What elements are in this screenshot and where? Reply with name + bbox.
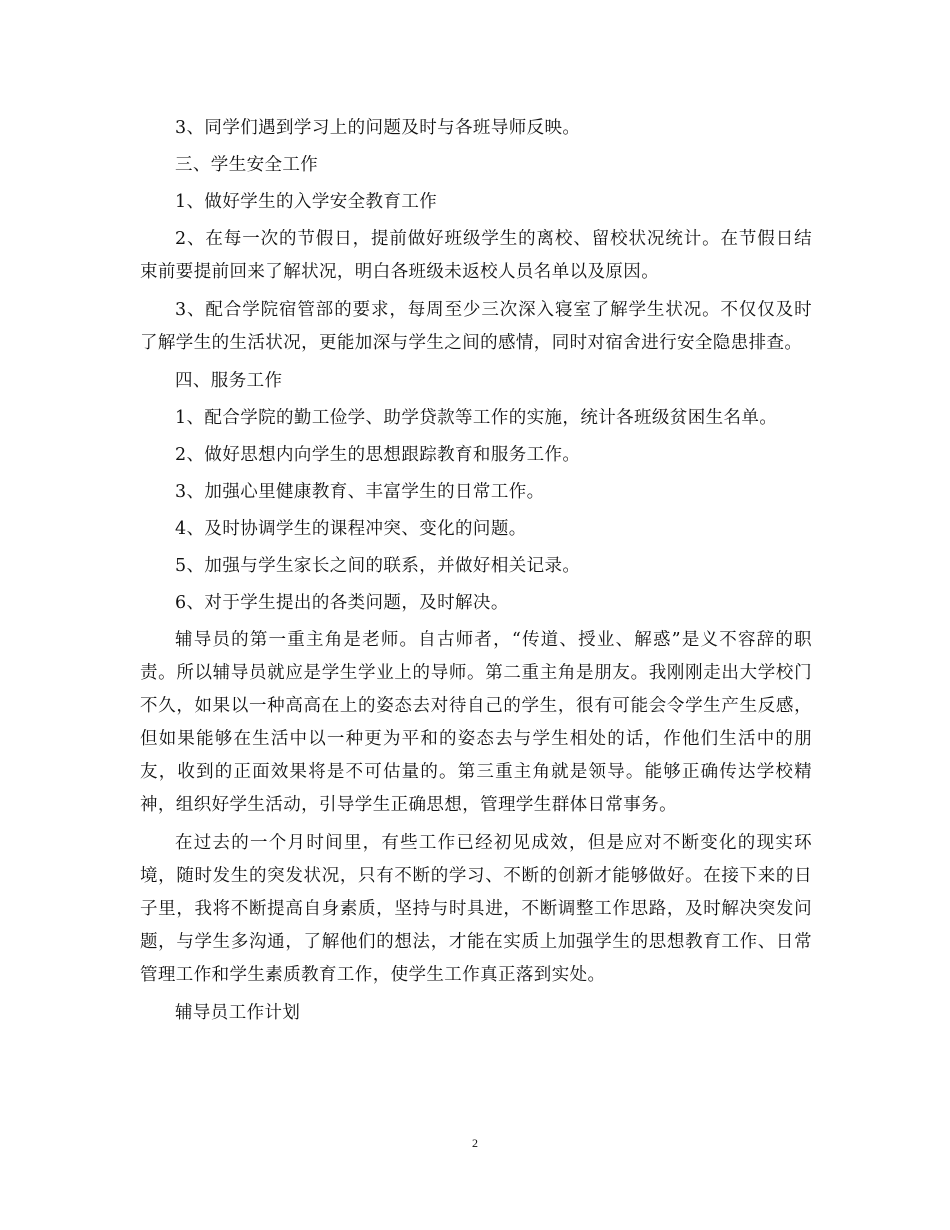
paragraph-plan-title: 辅导员工作计划 (175, 1003, 301, 1023)
document-body (140, 112, 812, 1034)
paragraph-service-item-6: 6、对于学生提出的各类问题，及时解决。 (175, 593, 509, 613)
paragraph-service-item-3: 3、加强心里健康教育、丰富学生的日常工作。 (175, 482, 545, 502)
section-heading-service: 四、服务工作 (175, 371, 283, 391)
paragraph-safety-item-1: 1、做好学生的入学安全教育工作 (175, 192, 438, 212)
section-heading-safety: 三、学生安全工作 (175, 155, 319, 175)
paragraph-safety-item-3: 3、配合学院宿管部的要求，每周至少三次深入寝室了解学生状况。不仅仅及时了解学生的生活状况，更能加深与学生之间的感情，同时对宿舍进行安全隐患排查。 (140, 300, 812, 353)
paragraph-counselor-roles: 辅导员的第一重主角是老师。自古师者，“传道、授业、解惑”是义不容辞的职责。所以辅导员就应是学生学业上的导师。第二重主角是朋友。我刚刚走出大学校门不久，如果以一种高高在上的姿态去对待自己的学生，很有可能会令学生产生反感，但如果能够在生活中以一种更为平和的姿态去与学生相处的话，作他们生活中的朋友，收到的正面效果将是不可估量的。第三重主角就是领导。能够正确传达学校精神，组织好学生活动，引导学生正确思想，管理学生群体日常事务。 (140, 630, 812, 815)
paragraph-service-item-2: 2、做好思想内向学生的思想跟踪教育和服务工作。 (175, 445, 581, 465)
paragraph-service-item-5: 5、加强与学生家长之间的联系，并做好相关记录。 (175, 556, 581, 576)
paragraph-study-item-3: 3、同学们遇到学习上的问题及时与各班导师反映。 (175, 118, 581, 138)
paragraph-service-item-1: 1、配合学院的勤工俭学、助学贷款等工作的实施，统计各班级贫困生名单。 (175, 408, 778, 428)
page-number: 2 (472, 1136, 478, 1150)
paragraph-service-item-4: 4、及时协调学生的课程冲突、变化的问题。 (175, 519, 527, 539)
paragraph-safety-item-2: 2、在每一次的节假日，提前做好班级学生的离校、留校状况统计。在节假日结束前要提前回来了解状况，明白各班级未返校人员名单以及原因。 (140, 229, 812, 282)
paragraph-summary: 在过去的一个月时间里，有些工作已经初见成效，但是应对不断变化的现实环境，随时发生的突发状况，只有不断的学习、不断的创新才能够做好。在接下来的日子里，我将不断提高自身素质，坚持与时具进，不断调整工作思路，及时解决突发问题，与学生多沟通，了解他们的想法，才能在实质上加强学生的思想教育工作、日常管理工作和学生素质教育工作，使学生工作真正落到实处。 (140, 833, 812, 985)
